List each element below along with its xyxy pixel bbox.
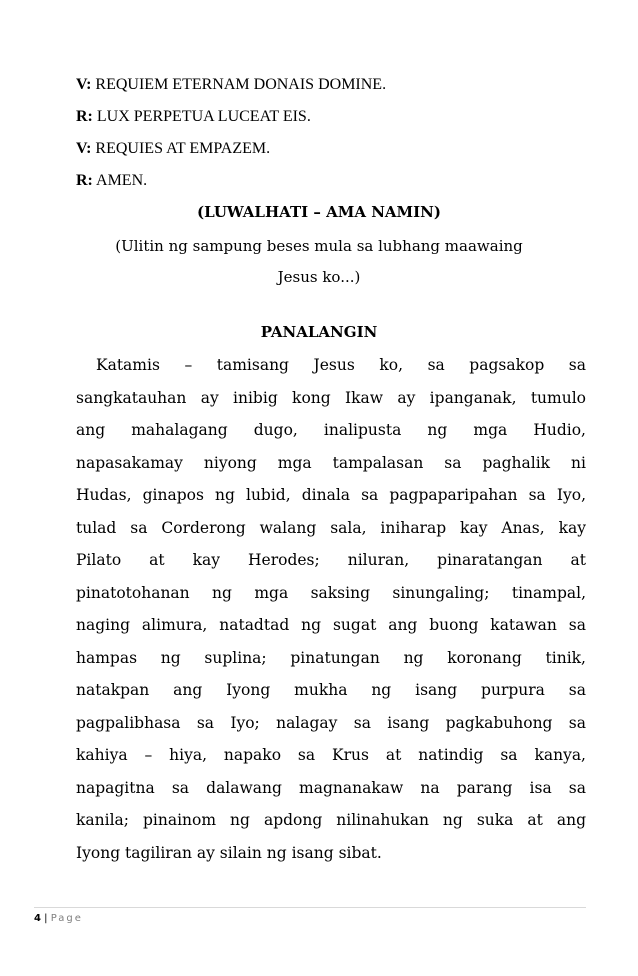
response-line bbox=[76, 107, 311, 127]
versicle-label: V: bbox=[76, 140, 92, 157]
page-footer bbox=[34, 912, 83, 926]
versicle-line bbox=[76, 139, 270, 159]
prayer-line: Iyong tagiliran ay silain ng isang sibat. bbox=[76, 843, 382, 862]
prayer-heading: (LUWALHATI – AMA NAMIN) bbox=[197, 203, 441, 221]
response-label: R: bbox=[76, 172, 93, 189]
prayer-line: hampas ng suplina; pinatungan ng koronang tinik, bbox=[76, 648, 586, 667]
page-label: Page bbox=[50, 913, 83, 924]
prayer-line: napagitna sa dalawang magnanakaw na parang isa sa bbox=[76, 778, 586, 797]
prayer-title: PANALANGIN bbox=[260, 323, 378, 341]
footer-separator: | bbox=[44, 913, 48, 924]
versicle-label: V: bbox=[76, 76, 92, 93]
prayer-line: kahiya – hiya, napako sa Krus at natindig sa kanya, bbox=[76, 746, 586, 764]
instruction-line-2: Jesus ko...) bbox=[277, 268, 361, 286]
prayer-line: napasakamay niyong mga tampalasan sa paghalik ni bbox=[76, 453, 586, 472]
versicle-text: REQUIEM ETERNAM DONAIS DOMINE. bbox=[95, 76, 387, 93]
page-number: 4 bbox=[34, 913, 41, 924]
response-label: R: bbox=[76, 108, 93, 125]
response-line bbox=[76, 171, 147, 191]
response-text: AMEN. bbox=[96, 172, 148, 189]
prayer-line: sangkatauhan ay inibig kong Ikaw ay ipanganak, tumulo bbox=[76, 388, 586, 407]
response-text: LUX PERPETUA LUCEAT EIS. bbox=[96, 108, 311, 125]
prayer-line: Pilato at kay Herodes; niluran, pinaratangan at bbox=[76, 551, 586, 569]
prayer-paragraph bbox=[76, 349, 586, 869]
versicle-line bbox=[76, 75, 386, 95]
prayer-line: Katamis – tamisang Jesus ko, sa pagsakop sa bbox=[96, 356, 586, 374]
prayer-line: Hudas, ginapos ng lubid, dinala sa pagpaparipahan sa Iyo, bbox=[76, 486, 586, 504]
footer-divider bbox=[34, 907, 586, 908]
versicle-text: REQUIES AT EMPAZEM. bbox=[95, 140, 271, 157]
prayer-line: pagpalibhasa sa Iyo; nalagay sa isang pagkabuhong sa bbox=[76, 713, 586, 732]
prayer-line: natakpan ang Iyong mukha ng isang purpura sa bbox=[76, 681, 586, 699]
prayer-line: kanila; pinainom ng apdong nilinahukan ng suka at ang bbox=[76, 811, 586, 829]
instruction-line-1: (Ulitin ng sampung beses mula sa lubhang maawaing bbox=[115, 237, 523, 255]
prayer-line: pinatotohanan ng mga saksing sinungaling; tinampal, bbox=[76, 583, 586, 602]
prayer-line: ang mahalagang dugo, inalipusta ng mga Hudio, bbox=[76, 421, 586, 439]
prayer-line: naging alimura, natadtad ng sugat ang buong katawan sa bbox=[76, 616, 586, 634]
prayer-line: tulad sa Corderong walang sala, iniharap kay Anas, kay bbox=[76, 518, 586, 537]
